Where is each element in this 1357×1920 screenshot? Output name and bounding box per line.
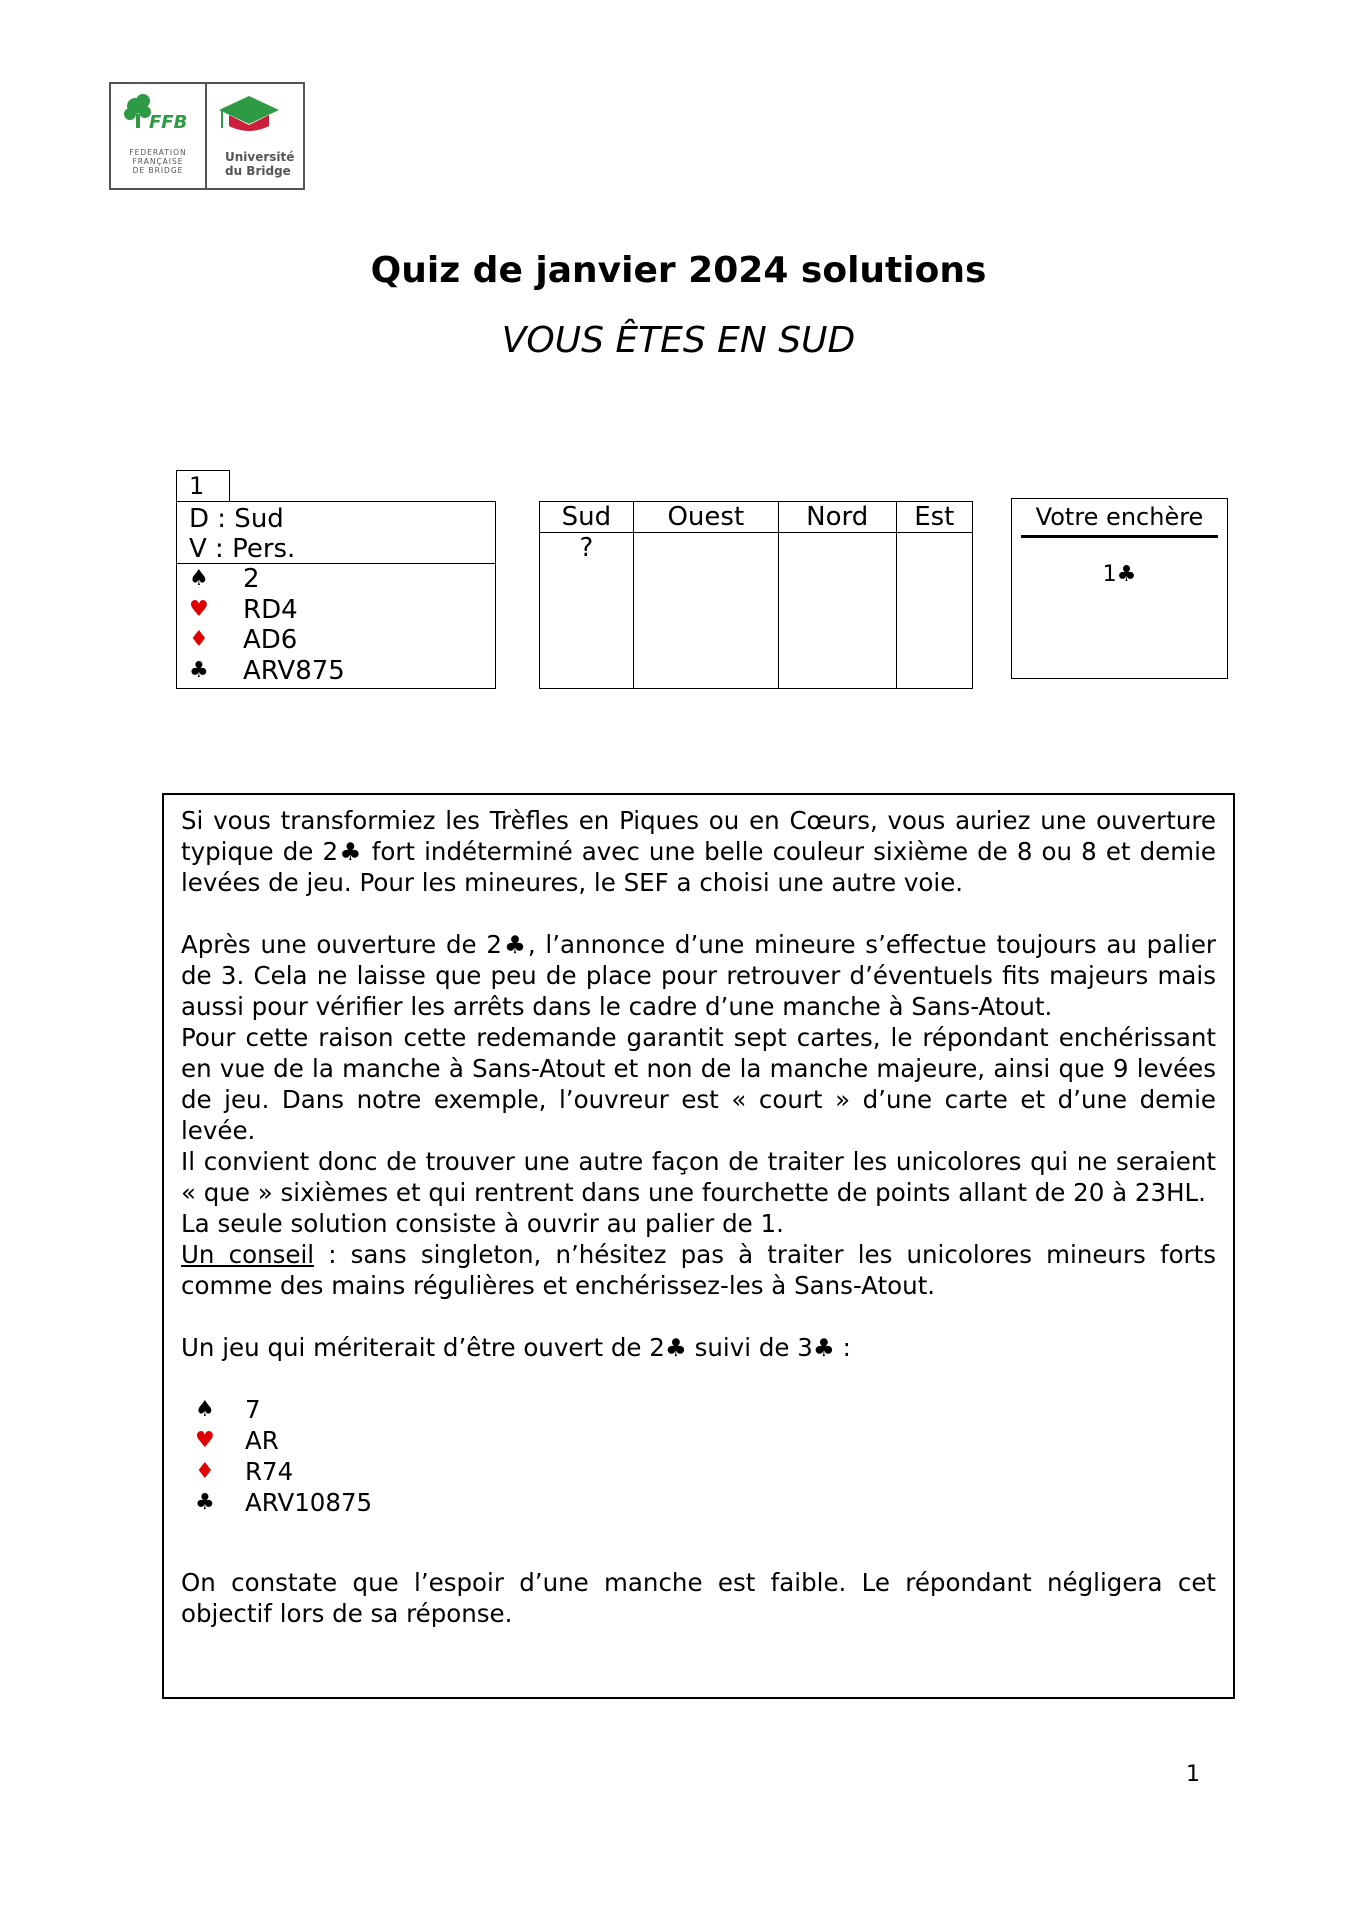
heart-cards: RD4 bbox=[243, 594, 298, 625]
example-spade-cards: 7 bbox=[245, 1395, 261, 1424]
explanation-paragraph-2: Après une ouverture de 2♣, l’annonce d’une mineure s’effectue toujours au palier de 3. Cela ne laisse que peu de place pour retrouver d’éventuels fits majeurs mais aussi pour vérifier les arrêts dans le cadre d’une manche à Sans-Atout. bbox=[181, 930, 1216, 1021]
deal-box bbox=[176, 501, 496, 689]
example-diamond-cards: R74 bbox=[245, 1457, 294, 1486]
ffb-logo bbox=[111, 84, 207, 188]
bidding-cell-est bbox=[896, 533, 972, 689]
example-hand bbox=[181, 1394, 1216, 1518]
diamond-icon: ♦ bbox=[189, 627, 209, 652]
federation-line-3: DE BRIDGE bbox=[132, 166, 184, 175]
deal-info bbox=[177, 502, 495, 564]
vulnerability: V : Pers. bbox=[189, 534, 296, 564]
answer-box bbox=[1011, 498, 1228, 679]
explanation-box bbox=[162, 793, 1235, 1699]
example-row-diamonds bbox=[195, 1456, 1216, 1487]
advice-text: : sans singleton, n’hésitez pas à traiter les unicolores mineurs forts comme des mains régulières et enchérissez-les à Sans-Atout. bbox=[181, 1240, 1217, 1300]
heart-icon: ♥ bbox=[195, 1428, 215, 1453]
explanation-paragraph-3: Pour cette raison cette redemande garantit sept cartes, le répondant enchérissant en vue de la manche à Sans-Atout et non de la manche majeure, ainsi que 9 levées de jeu. Dans notre exemple, l’ouvreur est « court » d’une carte et d’une demie levée. bbox=[181, 1023, 1216, 1145]
example-row-clubs bbox=[195, 1487, 1216, 1518]
hand-row-diamonds bbox=[189, 625, 495, 656]
ffb-university-logo bbox=[109, 82, 305, 190]
diamond-cards: AD6 bbox=[243, 625, 298, 655]
diamond-icon: ♦ bbox=[195, 1459, 215, 1484]
bidding-header-est: Est bbox=[896, 502, 972, 533]
advice-paragraph bbox=[181, 1239, 1216, 1301]
university-line-2: du Bridge bbox=[225, 164, 291, 178]
bidding-header-nord: Nord bbox=[778, 502, 896, 533]
hand-row-clubs bbox=[189, 656, 495, 687]
south-hand bbox=[177, 564, 495, 686]
federation-line-2: FRANÇAISE bbox=[132, 157, 184, 166]
answer-label: Votre enchère bbox=[1035, 503, 1204, 531]
bidding-cell-nord bbox=[778, 533, 896, 689]
ffb-brand-text: FFB bbox=[149, 112, 188, 133]
bidding-cell-sud: ? bbox=[579, 533, 594, 563]
bidding-header-sud: Sud bbox=[540, 502, 633, 533]
page-title: Quiz de janvier 2024 solutions bbox=[370, 250, 987, 291]
bidding-table bbox=[539, 501, 973, 689]
bidding-header-ouest: Ouest bbox=[633, 502, 778, 533]
university-logo bbox=[207, 84, 303, 188]
example-intro: Un jeu qui mériterait d’être ouvert de 2♣ suivi de 3♣ : bbox=[181, 1333, 851, 1362]
explanation-paragraph-5: La seule solution consiste à ouvrir au palier de 1. bbox=[181, 1209, 784, 1238]
spade-cards: 2 bbox=[243, 564, 260, 594]
example-heart-cards: AR bbox=[245, 1426, 279, 1455]
advice-label: Un conseil bbox=[181, 1240, 315, 1269]
conclusion-paragraph: On constate que l’espoir d’une manche est faible. Le répondant négligera cet objectif lors de sa réponse. bbox=[181, 1568, 1216, 1628]
graduation-cap-icon bbox=[217, 94, 281, 140]
dealer: D : Sud bbox=[189, 504, 284, 534]
heart-icon: ♥ bbox=[189, 596, 209, 622]
bidding-cell-ouest bbox=[633, 533, 778, 689]
spade-icon: ♠ bbox=[195, 1397, 215, 1422]
example-row-spades bbox=[195, 1394, 1216, 1425]
university-line-1: Université bbox=[225, 150, 295, 164]
explanation-paragraph-4: Il convient donc de trouver une autre façon de traiter les unicolores qui ne seraient « que » sixièmes et qui rentrent dans une fourchette de points allant de 20 à 23HL. bbox=[181, 1147, 1216, 1207]
explanation-paragraph-1: Si vous transformiez les Trèfles en Piques ou en Cœurs, vous auriez une ouverture typique de 2♣ fort indéterminé avec une belle couleur sixième de 8 ou 8 et demie levées de jeu. Pour les mineures, le SEF a choisi une autre voie. bbox=[181, 806, 1216, 897]
ffb-tree-icon bbox=[121, 92, 191, 142]
club-cards: ARV875 bbox=[243, 655, 345, 686]
club-icon: ♣ bbox=[189, 657, 209, 683]
answer-bid: 1♣ bbox=[1102, 562, 1137, 587]
hand-row-hearts bbox=[189, 595, 495, 626]
deal-number: 1 bbox=[176, 470, 230, 502]
example-club-cards: ARV10875 bbox=[245, 1488, 373, 1517]
spade-icon: ♠ bbox=[189, 566, 209, 591]
answer-divider bbox=[1021, 535, 1218, 538]
example-row-hearts bbox=[195, 1425, 1216, 1456]
club-icon: ♣ bbox=[195, 1490, 215, 1515]
page-subtitle: VOUS ÊTES EN SUD bbox=[501, 320, 856, 361]
hand-row-spades bbox=[189, 564, 495, 595]
page-number: 1 bbox=[1186, 1762, 1200, 1787]
federation-line-1: FEDERATION bbox=[129, 148, 187, 157]
